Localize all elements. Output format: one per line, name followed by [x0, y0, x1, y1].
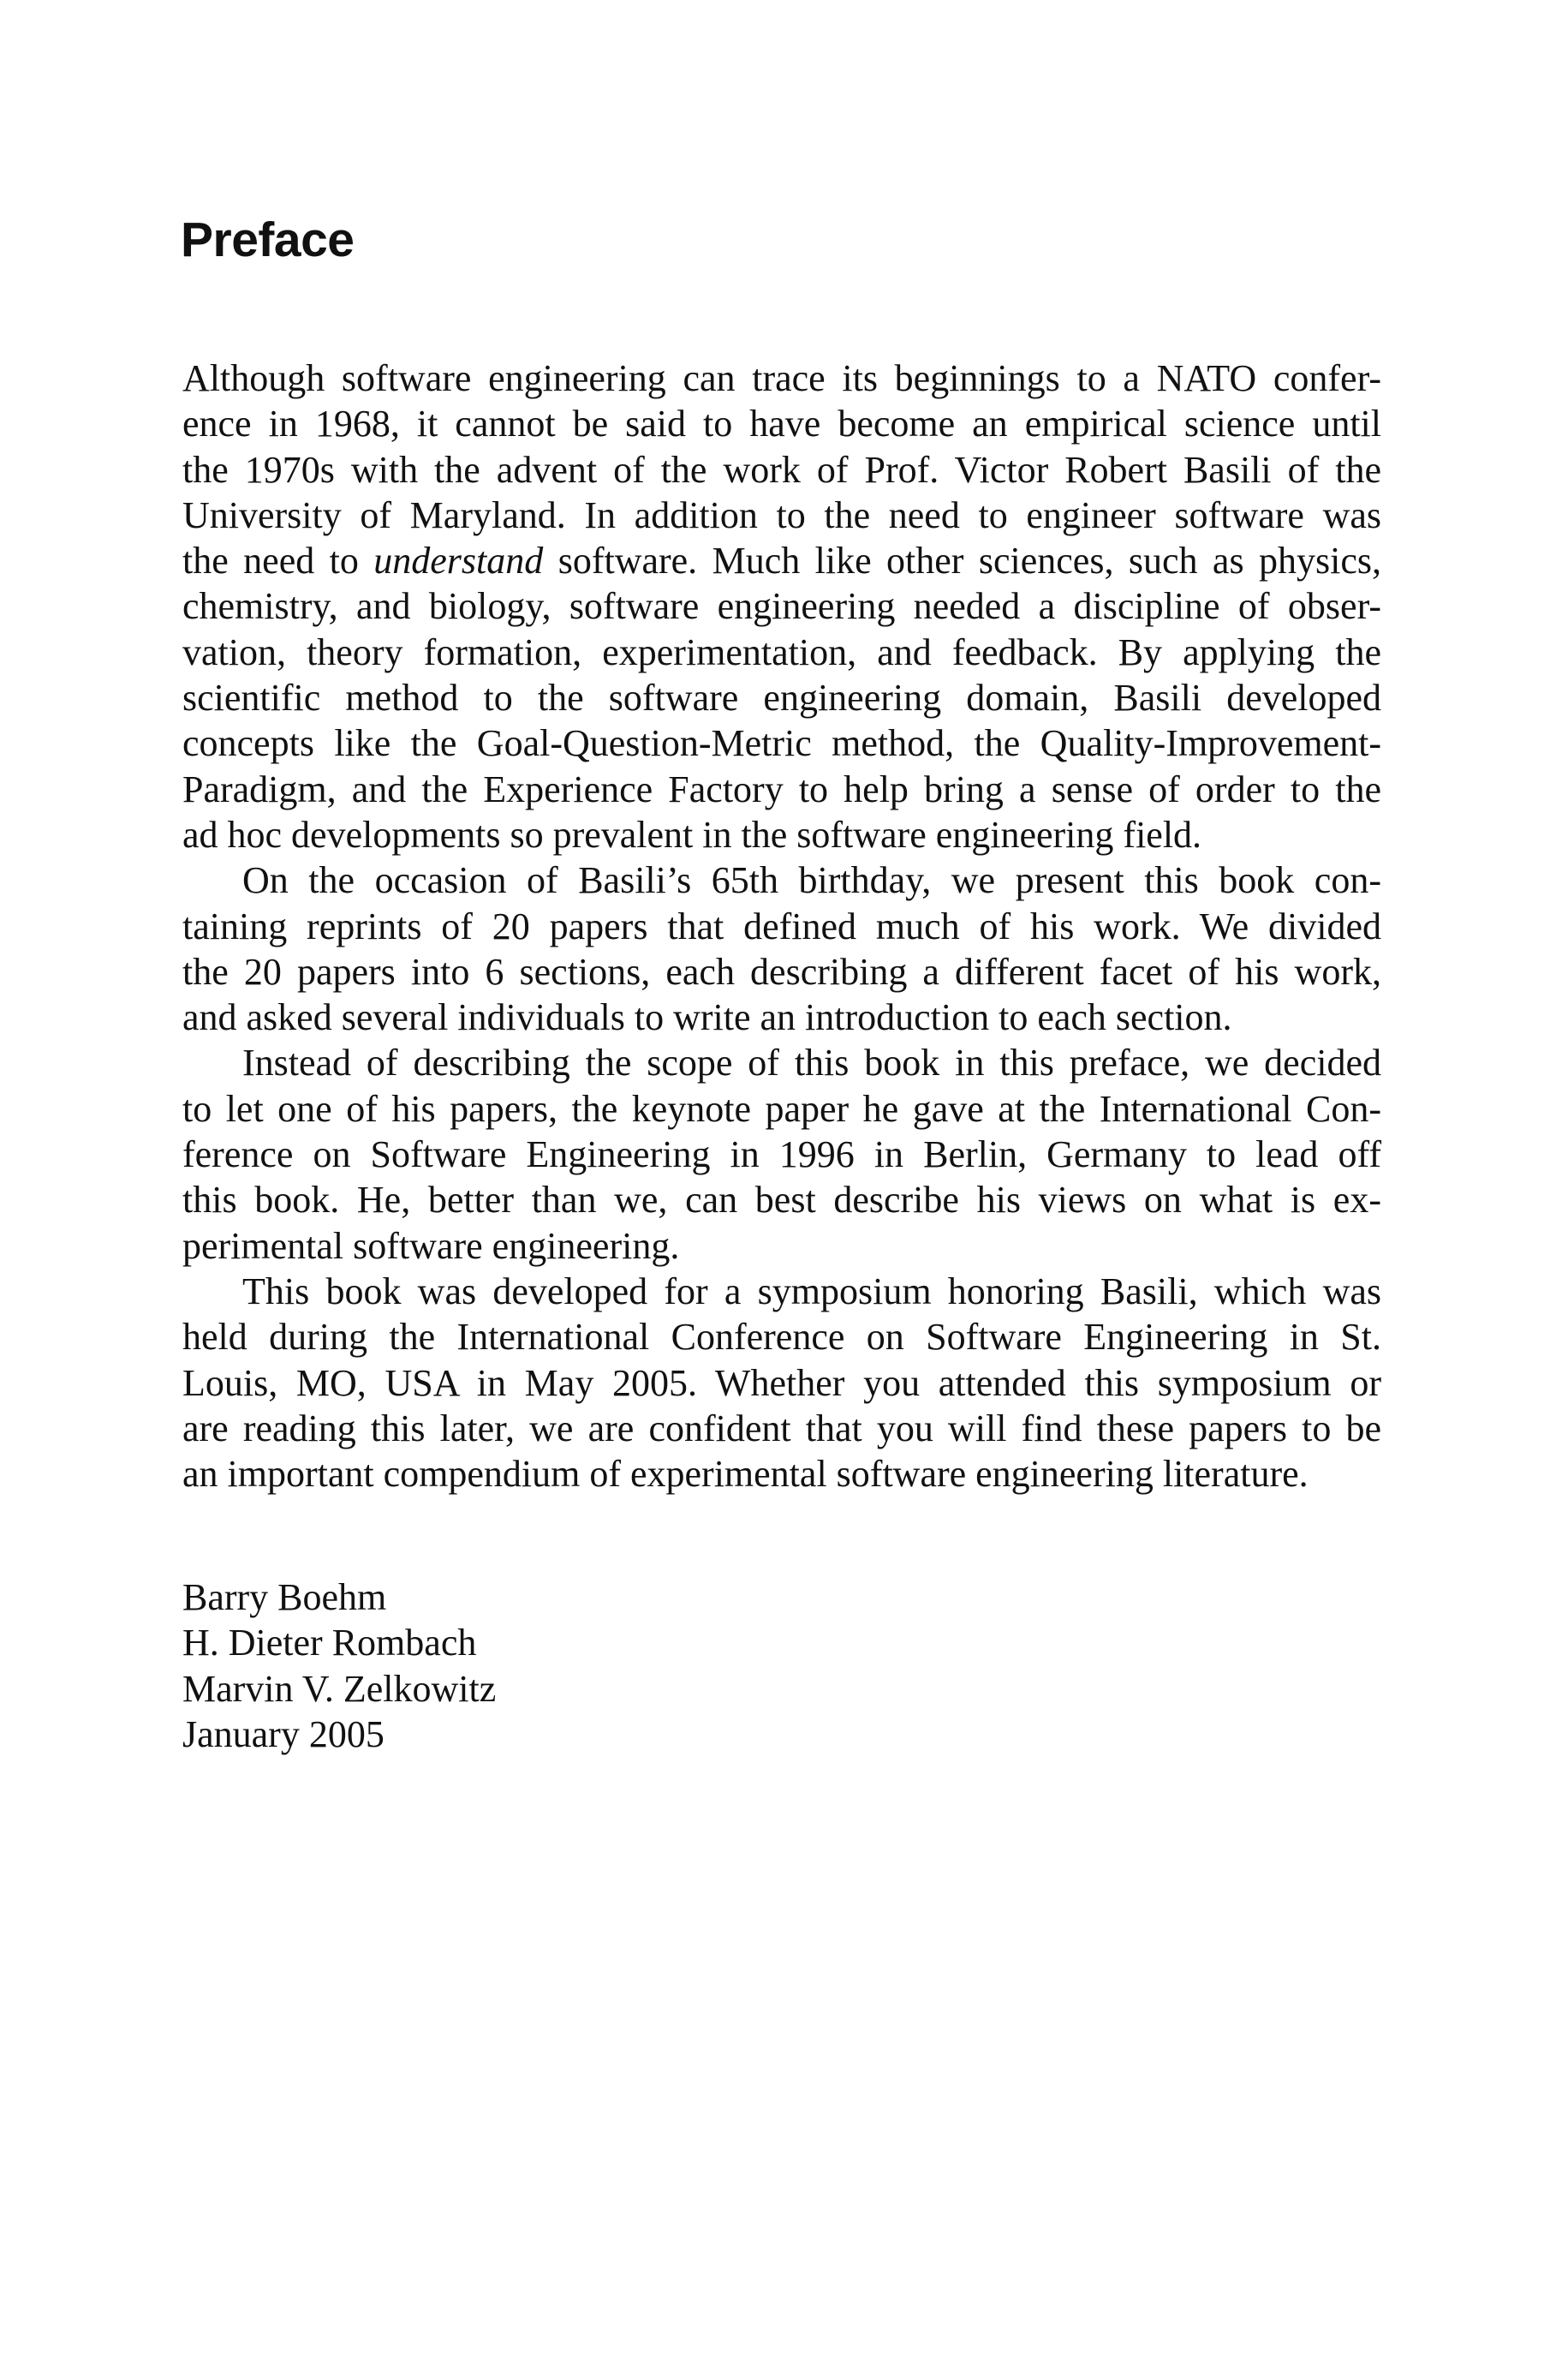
- text-run: software. Much like other sciences, such as physics,: [543, 540, 1381, 583]
- text-line: ference on Software Engineering in 1996 in Berlin, Germany to lead off: [182, 1133, 1381, 1176]
- text-line: Louis, MO, USA in May 2005. Whether you attended this symposium or: [182, 1361, 1381, 1404]
- preface-body: [182, 356, 1381, 1497]
- text-line: University of Maryland. In addition to the need to engineer software was: [182, 493, 1381, 536]
- text-line: ad hoc developments so prevalent in the software engineering field.: [182, 813, 1202, 856]
- text-line: are reading this later, we are confident that you will find these papers to be: [182, 1407, 1381, 1449]
- text-line: ence in 1968, it cannot be said to have become an empirical science until: [182, 403, 1381, 445]
- author-name: Barry Boehm: [182, 1576, 387, 1618]
- signature-block: [182, 1574, 496, 1757]
- text-line: taining reprints of 20 papers that defined much of his work. We divided: [182, 905, 1381, 947]
- text-line: chemistry, and biology, software engineering needed a discipline of obser-: [182, 585, 1381, 628]
- text-line: to let one of his papers, the keynote paper he gave at the International Con-: [182, 1087, 1381, 1130]
- text-line: the 1970s with the advent of the work of Prof. Victor Robert Basili of the: [182, 448, 1381, 491]
- text-line: this book. He, better than we, can best describe his views on what is ex-: [182, 1179, 1381, 1222]
- text-line: scientific method to the software engineering domain, Basili developed: [182, 677, 1381, 720]
- author-name: Marvin V. Zelkowitz: [182, 1667, 497, 1710]
- author-name: H. Dieter Rombach: [182, 1622, 477, 1664]
- text-line: Paradigm, and the Experience Factory to help bring a sense of order to the: [182, 768, 1381, 810]
- text-line: concepts like the Goal-Question-Metric method, the Quality-Improvement-: [182, 722, 1381, 765]
- text-line: [182, 538, 1381, 583]
- text-line: Instead of describing the scope of this book in this preface, we decided: [242, 1042, 1381, 1084]
- text-line: held during the International Conference on Software Engineering in St.: [182, 1316, 1381, 1359]
- page-title: Preface: [181, 212, 355, 267]
- text-line: the 20 papers into 6 sections, each describing a different facet of his work,: [182, 950, 1381, 993]
- text-line: vation, theory formation, experimentation, and feedback. By applying the: [182, 630, 1381, 673]
- text-line: Although software engineering can trace its beginnings to a NATO confer-: [182, 357, 1381, 399]
- text-line: perimental software engineering.: [182, 1224, 680, 1267]
- text-run: the need to: [182, 540, 374, 583]
- text-line: and asked several individuals to write an introduction to each section.: [182, 996, 1232, 1039]
- emphasis-text: understand: [373, 540, 544, 583]
- text-line: This book was developed for a symposium honoring Basili, which was: [242, 1270, 1381, 1312]
- text-line: On the occasion of Basili’s 65th birthday, we present this book con-: [242, 859, 1381, 902]
- signature-date: January 2005: [182, 1712, 385, 1755]
- text-line: an important compendium of experimental software engineering literature.: [182, 1453, 1309, 1496]
